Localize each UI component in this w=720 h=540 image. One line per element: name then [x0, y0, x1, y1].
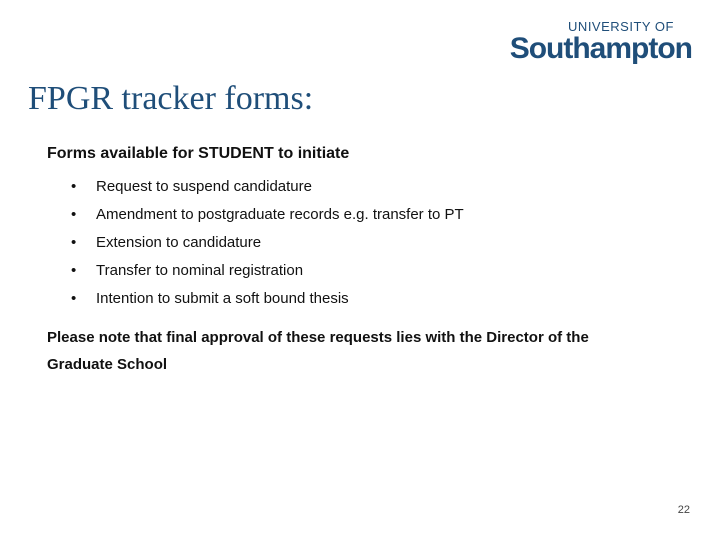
forms-list: [47, 177, 667, 317]
list-item: [47, 289, 667, 317]
list-item: [47, 261, 667, 289]
bullet-icon: •: [71, 206, 77, 223]
bullet-icon: •: [71, 234, 77, 251]
approval-note: Please note that final approval of these requests lies with the Director of the Graduate School: [47, 329, 589, 373]
slide-title: FPGR tracker forms:: [28, 80, 314, 117]
section-heading: Forms available for STUDENT to initiate: [47, 145, 350, 162]
logo-main-text: Southampton: [509, 32, 692, 65]
list-item-label: Intention to submit a soft bound thesis: [96, 290, 349, 307]
bullet-icon: •: [71, 290, 77, 307]
bullet-icon: •: [71, 262, 77, 279]
university-logo: [510, 20, 692, 64]
bullet-icon: •: [71, 178, 77, 195]
list-item: [47, 177, 667, 205]
list-item: [47, 233, 667, 261]
list-item-label: Extension to candidature: [96, 234, 262, 251]
list-item-label: Request to suspend candidature: [96, 178, 312, 195]
list-item-label: Amendment to postgraduate records e.g. transfer to PT: [96, 206, 464, 223]
logo-top-text: UNIVERSITY OF: [568, 19, 674, 34]
page-number: 22: [677, 504, 690, 516]
list-item-label: Transfer to nominal registration: [96, 262, 304, 279]
forms-section: [47, 145, 667, 378]
list-item: [47, 205, 667, 233]
